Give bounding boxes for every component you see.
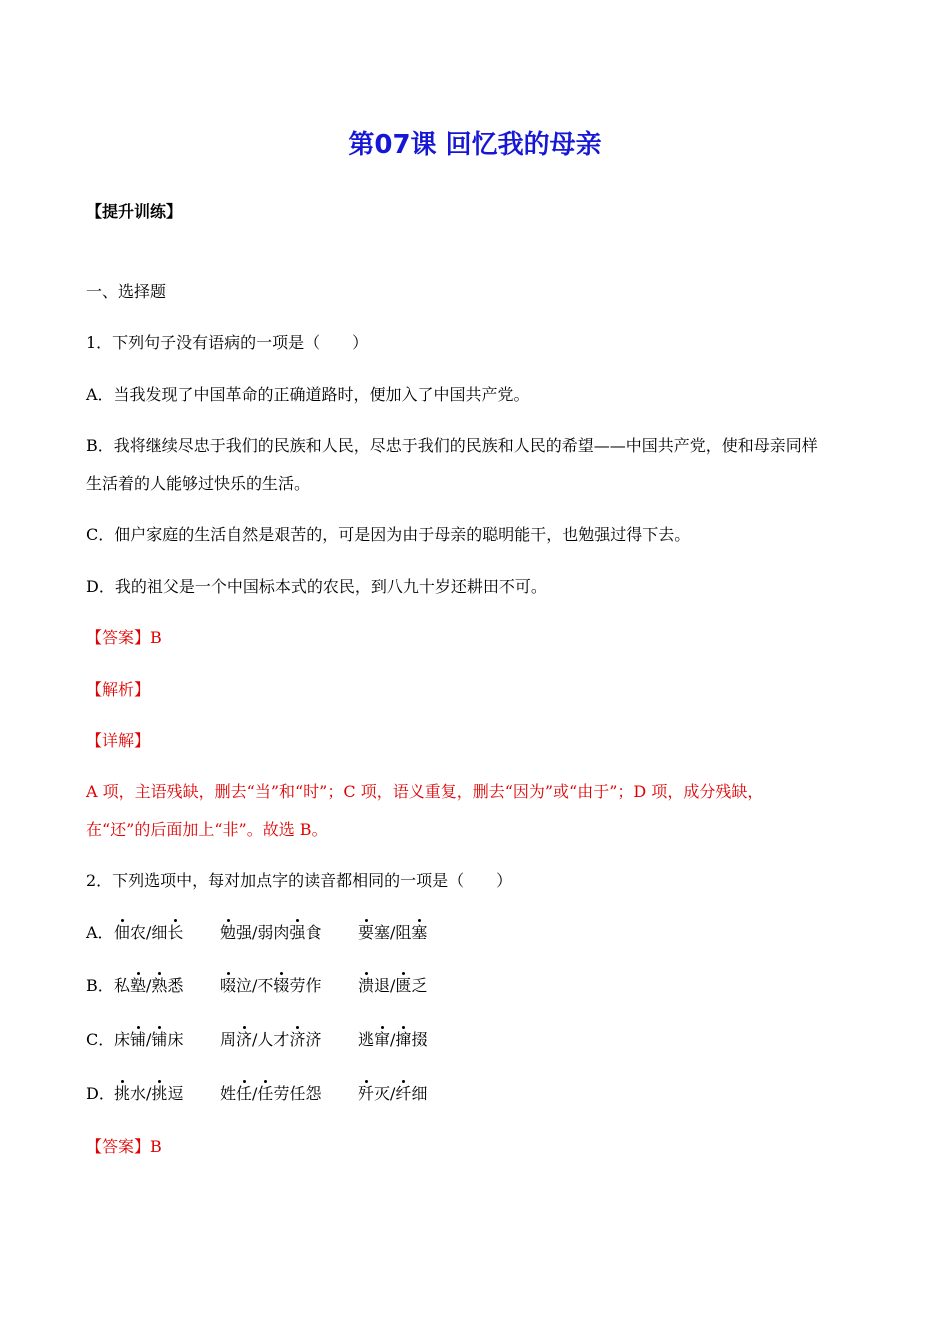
- q2-option-b-group1: 私塾/熟悉: [114, 976, 184, 995]
- q1-detail-line1: A 项，主语残缺，删去“当”和“时”；C 项，语义重复，删去“因为”或“由于”；D 项，成分残缺，: [86, 782, 764, 801]
- q1-option-a: A．当我发现了中国革命的正确道路时，便加入了中国共产党。: [86, 385, 530, 404]
- q2-option-c-group2: 周济/人才济济: [220, 1030, 322, 1049]
- q2-option-a-group2: 勉强/弱肉强食: [220, 923, 322, 942]
- q2-option-a-label: A．: [86, 923, 114, 942]
- q2-option-a-group1: 佃农/细长: [114, 923, 184, 942]
- q2-option-d-group1: 挑水/挑逗: [114, 1084, 184, 1103]
- q2-option-b-group3: 溃退/匮乏: [358, 976, 428, 995]
- q2-stem: 2．下列选项中，每对加点字的读音都相同的一项是（ ）: [86, 871, 513, 890]
- q2-option-c-group3: 逃窜/撺掇: [358, 1030, 428, 1049]
- q2-option-c-group1: 床铺/铺床: [114, 1030, 184, 1049]
- section-tag: 【提升训练】: [86, 202, 183, 221]
- q2-option-d-label: D．: [86, 1084, 115, 1103]
- q1-option-c: C．佃户家庭的生活自然是艰苦的，可是因为由于母亲的聪明能干，也勉强过得下去。: [86, 525, 691, 544]
- q2-option-b-label: B．: [86, 976, 114, 995]
- q1-option-b-line1: B．我将继续尽忠于我们的民族和人民，尽忠于我们的民族和人民的希望——中国共产党，使和母亲同样: [86, 436, 818, 455]
- q2-answer: 【答案】B: [86, 1137, 162, 1156]
- q2-option-d-group3: 歼灭/纤细: [358, 1084, 428, 1103]
- part-heading: 一、选择题: [86, 282, 167, 301]
- page-title: 第07课 回忆我的母亲: [348, 130, 602, 160]
- q2-option-a-group3: 要塞/阻塞: [358, 923, 428, 942]
- q2-option-c-label: C．: [86, 1030, 115, 1049]
- q1-option-b-line2: 生活着的人能够过快乐的生活。: [86, 474, 311, 493]
- q1-analysis-tag: 【解析】: [86, 680, 151, 699]
- q1-stem: 1．下列句子没有语病的一项是（ ）: [86, 333, 369, 352]
- q2-option-d-group2: 姓任/任劳任怨: [220, 1084, 322, 1103]
- q1-detail-line2: 在“还”的后面加上“非”。故选 B。: [86, 820, 328, 839]
- q1-option-d: D．我的祖父是一个中国标本式的农民，到八九十岁还耕田不可。: [86, 577, 547, 596]
- q2-option-b-group2: 啜泣/不辍劳作: [220, 976, 322, 995]
- q1-detail-tag: 【详解】: [86, 731, 151, 750]
- q1-answer: 【答案】B: [86, 628, 162, 647]
